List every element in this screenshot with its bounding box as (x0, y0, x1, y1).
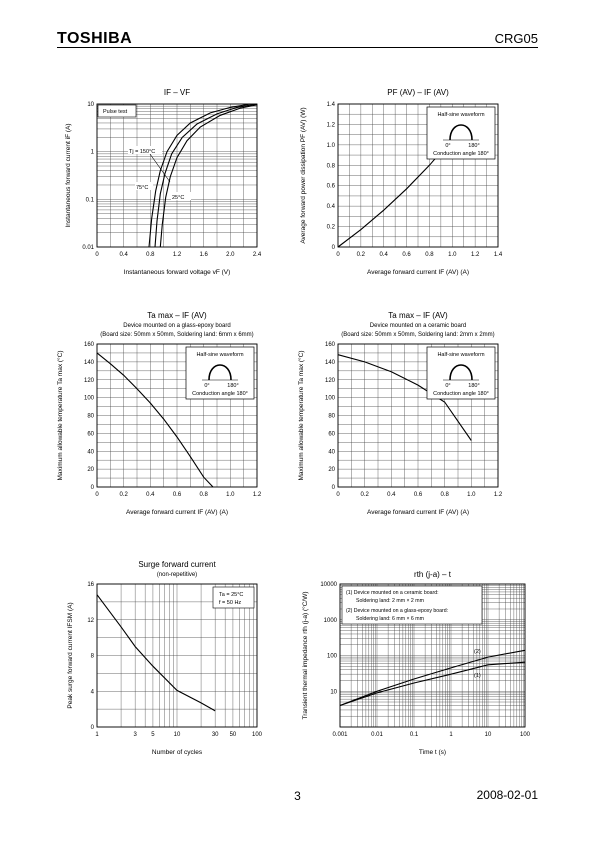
inset-angle-end: 180° (468, 383, 480, 389)
x-tick-label: 2.4 (252, 252, 262, 258)
y-tick-label: 0 (90, 485, 94, 491)
chart-title: PF (AV) – IF (AV) (387, 88, 449, 97)
y-tick-label: 16 (87, 582, 94, 588)
y-tick-label: 80 (87, 413, 94, 420)
brand-logo: TOSHIBA (57, 30, 133, 47)
waveform-inset (186, 347, 254, 399)
y-axis-label: Peak surge forward current IFSM (A) (67, 602, 74, 709)
annotation-label: f = 50 Hz (219, 600, 242, 606)
waveform-inset (427, 347, 495, 399)
x-tick-label: 1.6 (199, 252, 208, 258)
chart-if-vf (40, 85, 290, 285)
y-tick-label: 12 (87, 617, 94, 624)
x-tick-label: 1.2 (172, 252, 182, 258)
grid (97, 104, 257, 247)
x-tick-label: 100 (519, 732, 531, 738)
series-label: (1) (474, 672, 481, 679)
waveform-inset (427, 107, 495, 159)
x-tick-label: 5 (151, 732, 155, 738)
x-tick-label: 0.01 (371, 732, 383, 738)
y-tick-label: 0.1 (85, 197, 94, 204)
x-tick-label: 0.6 (402, 252, 411, 258)
x-tick-label: 0 (336, 492, 340, 498)
y-tick-label: 0.4 (326, 204, 335, 211)
y-tick-label: 10000 (320, 582, 337, 588)
y-tick-label: 10 (330, 689, 337, 696)
x-tick-label: 0.2 (356, 252, 366, 258)
y-tick-label: 0 (90, 725, 94, 731)
y-tick-label: 100 (83, 395, 94, 402)
x-tick-label: 1.0 (467, 492, 476, 498)
chart-surge-current (40, 555, 290, 760)
inset-angle-start: 0° (204, 383, 210, 389)
series-line-3 (160, 105, 257, 247)
y-tick-label: 10 (87, 102, 94, 108)
x-tick-label: 1 (95, 732, 99, 738)
y-tick-label: 160 (83, 342, 94, 348)
series-line-2 (340, 650, 525, 705)
x-tick-label: 0.4 (379, 252, 388, 258)
chart-subtitle: (Board size: 50mm x 50mm, Soldering land: 2mm x 2mm) (341, 332, 495, 338)
y-tick-label: 8 (90, 653, 94, 660)
y-tick-label: 120 (83, 377, 94, 384)
x-axis-label: Average forward current IF (AV) (A) (367, 269, 469, 276)
y-tick-label: 4 (90, 689, 94, 696)
annotation-label: Ta = 25°C (219, 592, 244, 598)
y-tick-label: 100 (324, 395, 335, 402)
y-tick-label: 160 (324, 342, 335, 348)
x-tick-label: 1.2 (252, 492, 262, 498)
x-tick-label: 0.8 (440, 492, 449, 498)
y-tick-label: 0.6 (326, 183, 335, 190)
y-tick-label: 20 (87, 467, 94, 474)
x-tick-label: 1.2 (493, 492, 503, 498)
y-tick-label: 60 (87, 431, 94, 438)
legend-item: (2) Device mounted on a glass-epoxy board: (346, 608, 449, 614)
series-line-1 (97, 595, 215, 711)
y-tick-label: 0.2 (326, 224, 335, 231)
x-tick-label: 0 (95, 492, 99, 498)
x-tick-label: 50 (229, 732, 237, 738)
x-tick-label: 1.4 (493, 252, 503, 258)
chart-ta-ceramic (285, 310, 535, 520)
legend-item: Soldering land: 6 mm × 6 mm (356, 616, 424, 622)
x-tick-label: 0.001 (332, 732, 348, 738)
x-tick-label: 0 (336, 252, 340, 258)
chart-title: Ta max – IF (AV) (147, 311, 207, 320)
inset-title: Half-sine waveform (437, 352, 485, 358)
annotation-label: Tj = 150°C (129, 149, 156, 155)
legend-item: (1) Device mounted on a ceramic board: (346, 590, 439, 596)
part-number: CRG05 (494, 31, 538, 46)
y-tick-label: 40 (87, 449, 94, 456)
y-tick-label: 0.01 (82, 245, 94, 251)
y-tick-label: 100 (326, 653, 337, 660)
x-tick-label: 0.6 (172, 492, 182, 498)
x-tick-label: 1.0 (448, 252, 457, 258)
x-tick-label: 10 (173, 732, 181, 738)
y-tick-label: 80 (328, 413, 335, 420)
y-tick-label: 0.8 (326, 163, 335, 170)
x-tick-label: 0.8 (146, 252, 155, 258)
x-tick-label: 0.4 (387, 492, 396, 498)
inset-caption: Conduction angle 180° (192, 391, 248, 397)
page-number: 3 (294, 789, 301, 803)
x-tick-label: 1.2 (470, 252, 480, 258)
x-tick-label: 0.8 (199, 492, 208, 498)
chart-thermal-impedance (285, 565, 535, 760)
x-tick-label: 0.4 (146, 492, 155, 498)
annotation-label: 75°C (136, 185, 149, 191)
y-tick-label: 40 (328, 449, 335, 456)
chart-subtitle: (Board size: 50mm x 50mm, Soldering land: 6mm x 6mm) (100, 332, 254, 338)
y-axis-label: Instantaneous forward current iF (A) (65, 123, 72, 228)
footer-date: 2008-02-01 (476, 788, 538, 802)
x-tick-label: 0.6 (413, 492, 423, 498)
chart-title: Surge forward current (138, 560, 216, 569)
y-axis-label: Maximum allowable temperature Ta max (°C) (298, 350, 305, 481)
inset-angle-start: 0° (445, 383, 451, 389)
y-tick-label: 1000 (323, 617, 337, 624)
x-tick-label: 100 (251, 732, 263, 738)
y-tick-label: 1.4 (326, 102, 335, 108)
inset-title: Half-sine waveform (196, 352, 244, 358)
x-axis-label: Number of cycles (151, 749, 203, 756)
chart-title: Ta max – IF (AV) (388, 311, 448, 320)
x-tick-label: 3 (133, 732, 137, 738)
x-tick-label: 0.1 (409, 732, 419, 738)
y-axis-label: Average forward power dissipation PF (AV) (W) (300, 107, 307, 244)
x-tick-label: 30 (211, 732, 219, 738)
y-tick-label: 1.2 (326, 122, 335, 129)
x-tick-label: 0.2 (360, 492, 369, 498)
y-tick-label: 60 (328, 431, 335, 438)
chart-subtitle: Device mounted on a ceramic board (369, 323, 467, 329)
chart-subtitle: (non-repetitive) (156, 572, 198, 578)
chart-subtitle: Device mounted on a glass-epoxy board (123, 323, 231, 329)
x-tick-label: 10 (484, 732, 492, 738)
series-label: (2) (474, 649, 481, 656)
x-axis-label: Average forward current IF (AV) (A) (367, 509, 469, 516)
y-tick-label: 140 (83, 359, 94, 366)
y-tick-label: 1 (90, 149, 94, 156)
y-axis-label: Maximum allowable temperature Ta max (°C) (57, 350, 64, 481)
inset-angle-end: 180° (468, 143, 480, 149)
legend-item: Soldering land: 2 mm × 2 mm (356, 598, 424, 604)
chart-pf-if (285, 85, 535, 285)
chart-title: IF – VF (163, 88, 191, 97)
x-tick-label: 0.2 (119, 492, 128, 498)
inset-caption: Conduction angle 180° (433, 391, 489, 397)
x-tick-label: 1 (449, 732, 453, 738)
annotation-label: Pulse test (103, 109, 128, 115)
y-tick-label: 140 (324, 359, 335, 366)
y-tick-label: 0 (331, 245, 335, 251)
header-rule (57, 47, 538, 48)
x-tick-label: 0.8 (425, 252, 434, 258)
chart-ta-glass-epoxy (40, 310, 290, 520)
x-tick-label: 1.0 (226, 492, 235, 498)
inset-angle-start: 0° (445, 143, 451, 149)
inset-angle-end: 180° (227, 383, 239, 389)
inset-caption: Conduction angle 180° (433, 151, 489, 157)
chart-title: rth (j-a) – t (414, 570, 451, 579)
x-axis-label: Time t (s) (418, 749, 447, 756)
x-axis-label: Instantaneous forward voltage vF (V) (123, 269, 231, 276)
x-tick-label: 0 (95, 252, 99, 258)
y-axis-label: Transient thermal impedance rth (j-a) (°C/W) (302, 591, 309, 720)
y-tick-label: 120 (324, 377, 335, 384)
x-axis-label: Average forward current IF (AV) (A) (126, 509, 228, 516)
x-tick-label: 2.0 (226, 252, 235, 258)
x-tick-label: 0.4 (119, 252, 128, 258)
y-tick-label: 0 (331, 485, 335, 491)
inset-title: Half-sine waveform (437, 112, 485, 118)
y-tick-label: 1.0 (326, 142, 335, 149)
annotation-label: 25°C (172, 195, 185, 201)
y-tick-label: 20 (328, 467, 335, 474)
